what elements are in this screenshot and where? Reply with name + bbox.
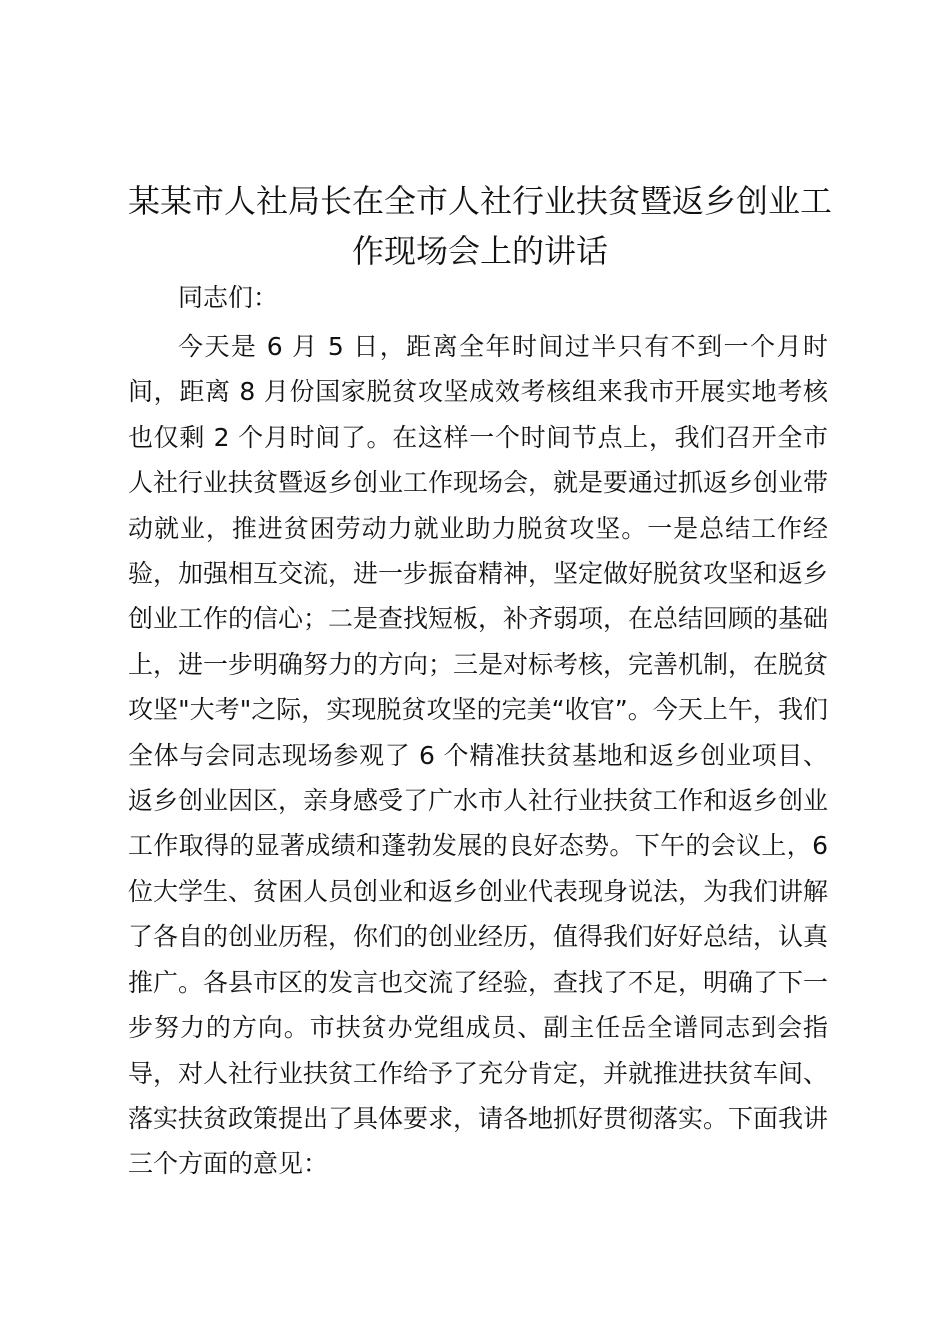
salutation: 同志们：	[178, 283, 279, 312]
document-title: 某某市人社局长在全市人社行业扶贫暨返乡创业工作现场会上的讲话	[127, 182, 832, 270]
body-paragraph: 今天是 6 月 5 日，距离全年时间过半只有不到一个月时间，距离 8 月份国家脱贫攻坚成效考核组来我市开展实地考核也仅剩 2 个月时间了。在这样一个时间节点上，我们召开全市人社行业扶贫暨返乡创业工作现场会，就是要通过抓返乡创业带动就业，推进贫困劳动力就业助力脱贫攻坚。一是总结工作经验，加强相互交流，进一步振奋精神，坚定做好脱贫攻坚和返乡创业工作的信心；二是查找短板，补齐弱项，在总结回顾的基础上，进一步明确努力的方向；三是对标考核，完善机制，在脱贫攻坚"大考"之际，实现脱贫攻坚的完美“收官”。今天上午，我们全体与会同志现场参观了 6 个精准扶贫基地和返乡创业项目、返乡创业因区，亲身感受了广水市人社行业扶贫工作和返乡创业工作取得的显著成绩和蓬勃发展的良好态势。下午的会议上，6 位大学生、贫困人员创业和返乡创业代表现身说法，为我们讲解了各自的创业历程，你们的创业经历，值得我们好好总结，认真推广。各县市区的发言也交流了经验，查找了不足，明确了下一步努力的方向。市扶贫办党组成员、副主任岳全谱同志到会指导，对人社行业扶贫工作给予了充分肯定，并就推进扶贫车间、落实扶贫政策提出了具体要求，请各地抓好贯彻落实。下面我讲三个方面的意见：	[128, 332, 829, 1179]
